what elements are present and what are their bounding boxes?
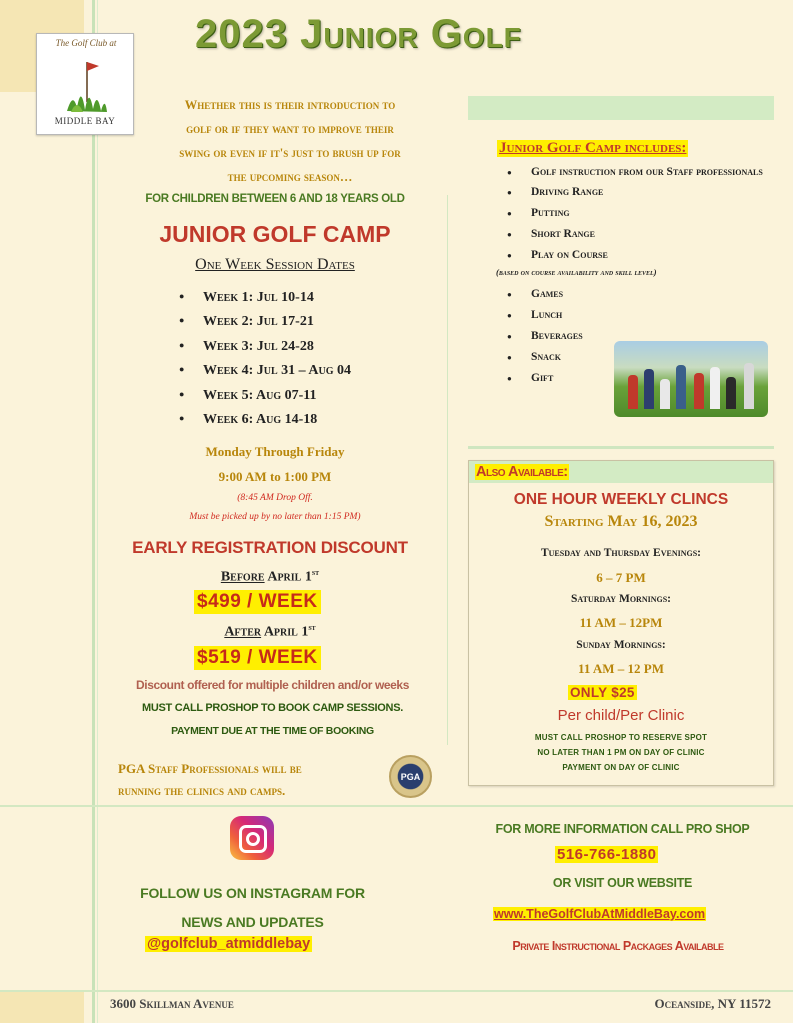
booking-note: MUST CALL PROSHOP TO BOOK CAMP SESSIONS. [141,702,403,714]
include-item: ● Putting [505,205,765,222]
intro-line: Whether this is their introduction to [184,98,396,112]
more-info-text: FOR MORE INFORMATION CALL PRO SHOP [495,822,750,836]
pickup-note: Must be picked up by no later than 1:15 PM) [189,512,361,522]
pga-line: PGA Staff Professionals will be [118,761,302,776]
clinics-title: ONE HOUR WEEKLY CLINCS [513,491,729,508]
camp-title: JUNIOR GOLF CAMP [159,221,391,247]
logo-arc-text: The Golf Club at [55,38,117,48]
saturday-label: Saturday Mornings: [571,593,671,605]
week-item: ● Week 3: Jul 24-28 [176,339,351,363]
tue-thu-time: 6 – 7 PM [596,570,646,585]
clinic-price: ONLY $25 [570,685,635,700]
camp-days: Monday Through Friday [205,444,345,459]
website-link[interactable]: www.TheGolfClubAtMiddleBay.com [494,907,706,921]
vertical-rule-thin [97,0,98,1023]
payment-note: PAYMENT DUE AT THE TIME OF BOOKING [171,725,374,737]
horizontal-rule [0,805,793,807]
week-item: ● Week 5: Aug 07-11 [176,388,351,412]
include-item: ● Golf instruction from our Staff professionals [505,164,765,181]
instagram-handle[interactable]: @golfclub_atmiddlebay [147,936,311,952]
pga-staff-note [118,758,383,802]
golf-flag-logo-icon [37,56,133,116]
intro-line: swing or even if it's just to brush up for [179,146,401,160]
include-item: ● Driving Range [505,184,765,201]
club-logo [36,33,134,135]
also-available-title: Also Available: [476,464,568,480]
title-year: 2023 [195,12,288,56]
include-item: ● Games [505,286,765,303]
before-word: Before [220,569,265,585]
age-range: FOR CHILDREN BETWEEN 6 AND 18 YEARS OLD [145,193,405,205]
include-item: ● Snack [505,349,765,366]
include-item: ● Play on Course [505,247,765,264]
follow-line: FOLLOW US ON INSTAGRAM FOR [140,885,365,901]
week-list [176,290,351,436]
left-band-bottom [0,990,84,1023]
after-date: April 1 [261,624,309,640]
footer-rule [0,990,793,992]
sunday-time: 11 AM – 12 PM [578,661,664,676]
intro-line: golf or if they want to improve their [186,122,394,136]
street-address: 3600 Skillman Avenue [110,996,234,1011]
clinics-start-date: Starting May 16, 2023 [544,513,698,530]
saturday-time: 11 AM – 12PM [579,615,663,630]
week-item: ● Week 6: Aug 14-18 [176,412,351,436]
visit-website-text: OR VISIT OUR WEBSITE [552,876,693,890]
discount-note: Discount offered for multiple children and/or weeks [136,678,409,692]
after-word: After [224,624,262,640]
pga-seal-icon [389,755,432,798]
tue-thu-label: Tuesday and Thursday Evenings: [540,547,702,559]
pga-logo-text: PGA [400,771,421,782]
include-item: ● Short Range [505,226,765,243]
deadline-note: NO LATER THAN 1 PM ON DAY OF CLINIC [537,748,705,757]
instagram-follow-text [105,879,400,937]
camp-hours: 9:00 AM to 1:00 PM [218,469,332,484]
includes-title: Junior Golf Camp includes: [499,140,687,156]
per-child-note: Per child/Per Clinic [557,707,685,724]
after-date-label [100,623,440,641]
price-before: $499 / WEEK [194,590,321,614]
dropoff-note: (8:45 AM Drop Off. [237,493,313,503]
include-item: ● Beverages [505,328,765,345]
pga-line: running the clinics and camps. [118,783,286,798]
private-packages-text: Private Instructional Packages Available [512,939,724,953]
intro-text [140,93,440,189]
clinics-box [468,460,774,786]
before-date-label [100,568,440,586]
intro-line: the upcoming season… [227,170,353,184]
include-item: ● Gift [505,370,765,387]
section-separator [468,446,774,449]
before-date: April 1 [264,569,312,585]
week-item: ● Week 2: Jul 17-21 [176,314,351,338]
page-title [195,12,522,57]
reserve-note: MUST CALL PROSHOP TO RESERVE SPOT [534,733,708,742]
session-dates-title: One Week Session Dates [195,256,355,273]
phone-number[interactable]: 516-766-1880 [557,846,657,863]
sunday-label: Sunday Mornings: [576,639,666,651]
price-after: $519 / WEEK [194,646,321,670]
junior-golfers-photo [614,341,768,417]
green-header-bar [468,96,774,120]
before-sup: st [311,568,320,577]
city-address: Oceanside, NY 11572 [654,996,771,1011]
left-band [0,0,84,1023]
logo-bottom-text: MIDDLE BAY [54,116,116,126]
early-registration-title: EARLY REGISTRATION DISCOUNT [132,538,408,557]
week-item: ● Week 1: Jul 10-14 [176,290,351,314]
title-main: Junior Golf [300,12,522,56]
include-item: ● Lunch [505,307,765,324]
week-item: ● Week 4: Jul 31 – Aug 04 [176,363,351,387]
after-sup: st [308,623,316,632]
follow-line: NEWS AND UPDATES [181,914,324,930]
vertical-rule [92,0,95,1023]
clinic-payment-note: PAYMENT ON DAY OF CLINIC [562,763,680,772]
instagram-icon[interactable] [230,816,274,860]
availability-note: (based on course availability and skill level) [496,267,657,277]
